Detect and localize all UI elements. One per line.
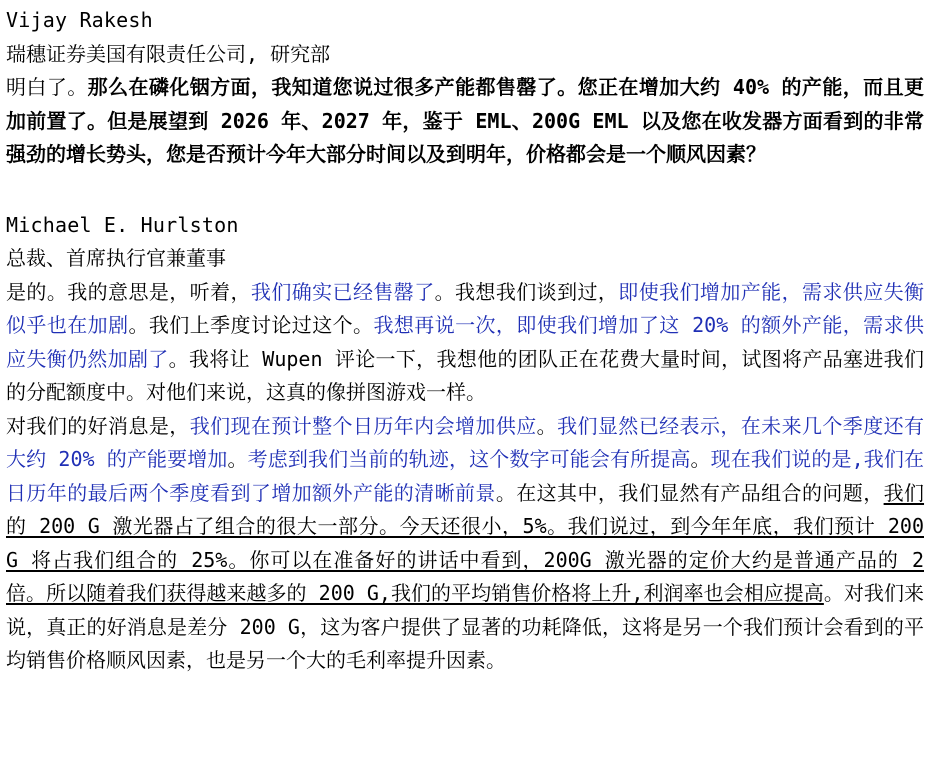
answer-segment: 。 xyxy=(536,413,558,438)
answer-speaker-affiliation: 总裁、首席执行官兼董事 xyxy=(6,246,226,270)
answer-segment: 。对我们来说，真正的好消息是差分 200 G，这为客户提供了显著的功耗降低，这将是另一个我们预计会看到的平均销售价格顺风因素，也是另一个大的毛利率提升因素。 xyxy=(6,581,925,672)
question-speaker-affiliation: 瑞穗证券美国有限责任公司, 研究部 xyxy=(6,41,331,66)
answer-segment-highlight: 我想再说一次，即使我们增加了这 20% 的额外产能，需求供应失衡仍然加剧了 xyxy=(6,313,924,371)
answer-segment: 。我将让 Wupen 评论一下，我想他的团队正在花费大量时间，试图将产品塞进我们的分配额度中。对他们来说，这真的像拼图游戏一样。 xyxy=(6,346,925,404)
answer-segment-highlight: 我们确实已经售罄了 xyxy=(250,279,435,304)
answer-segment: 。 xyxy=(227,447,248,471)
answer-block xyxy=(6,209,924,678)
question-body: 那么在磷化铟方面，我知道您说过很多产能都售罄了。您正在增加大约 40% 的产能，而且更加前置了。但是展望到 2026 年、2027 年，鉴于 EML、200G EML 以及您在收发器方面看到的非常强劲的增长势头，您是否预计今年大部分时间以及到明年，价格都会是一个顺风因素？ xyxy=(6,75,924,166)
answer-segment: 对我们的好消息是， xyxy=(6,413,190,438)
answer-paragraph-1 xyxy=(6,276,924,410)
answer-segment: 。 xyxy=(690,447,711,471)
answer-segment-highlight: 现在我们说的是,我们在日历年的最后两个季度看到了增加额外产能的清晰前景 xyxy=(6,447,925,505)
answer-paragraph-2 xyxy=(6,410,924,678)
question-lead: 明白了。 xyxy=(6,75,88,99)
answer-segment-highlight: 我们显然已经表示，在未来几个季度还有大约 20% 的产能要增加 xyxy=(6,413,925,471)
question-text xyxy=(6,71,924,172)
spacer xyxy=(6,172,924,209)
answer-segment: 。在这其中，我们显然有产品组合的问题， xyxy=(495,480,884,505)
answer-segment-highlight: 即使我们增加产能，需求供应失衡似乎也在加剧 xyxy=(6,279,925,337)
answer-segment: 。我想我们谈到过， xyxy=(434,279,619,304)
answer-segment-underlined: 我们的 200 G 激光器占了组合的很大一部分。今天还很小，5%。我们说过，到今年年底，我们预计 200 G 将占我们组合的 25%。你可以在准备好的讲话中看到，200G 激光器的定价大约是普通产品的 2 倍。所以随着我们获得越来越多的 200 G,我们的平均销售价格将上升,利润率也会相应提高 xyxy=(6,480,925,605)
answer-segment: 。我们上季度讨论过这个。 xyxy=(128,313,374,337)
question-speaker-name: Vijay Rakesh xyxy=(6,8,153,32)
answer-segment: 是的。我的意思是，听着， xyxy=(6,279,251,304)
answer-segment-highlight: 我们现在预计整个日历年内会增加供应 xyxy=(189,413,537,438)
question-block xyxy=(6,4,924,172)
answer-segment-highlight: 考虑到我们当前的轨迹，这个数字可能会有所提高 xyxy=(247,447,691,471)
answer-speaker-name: Michael E. Hurlston xyxy=(6,212,239,237)
